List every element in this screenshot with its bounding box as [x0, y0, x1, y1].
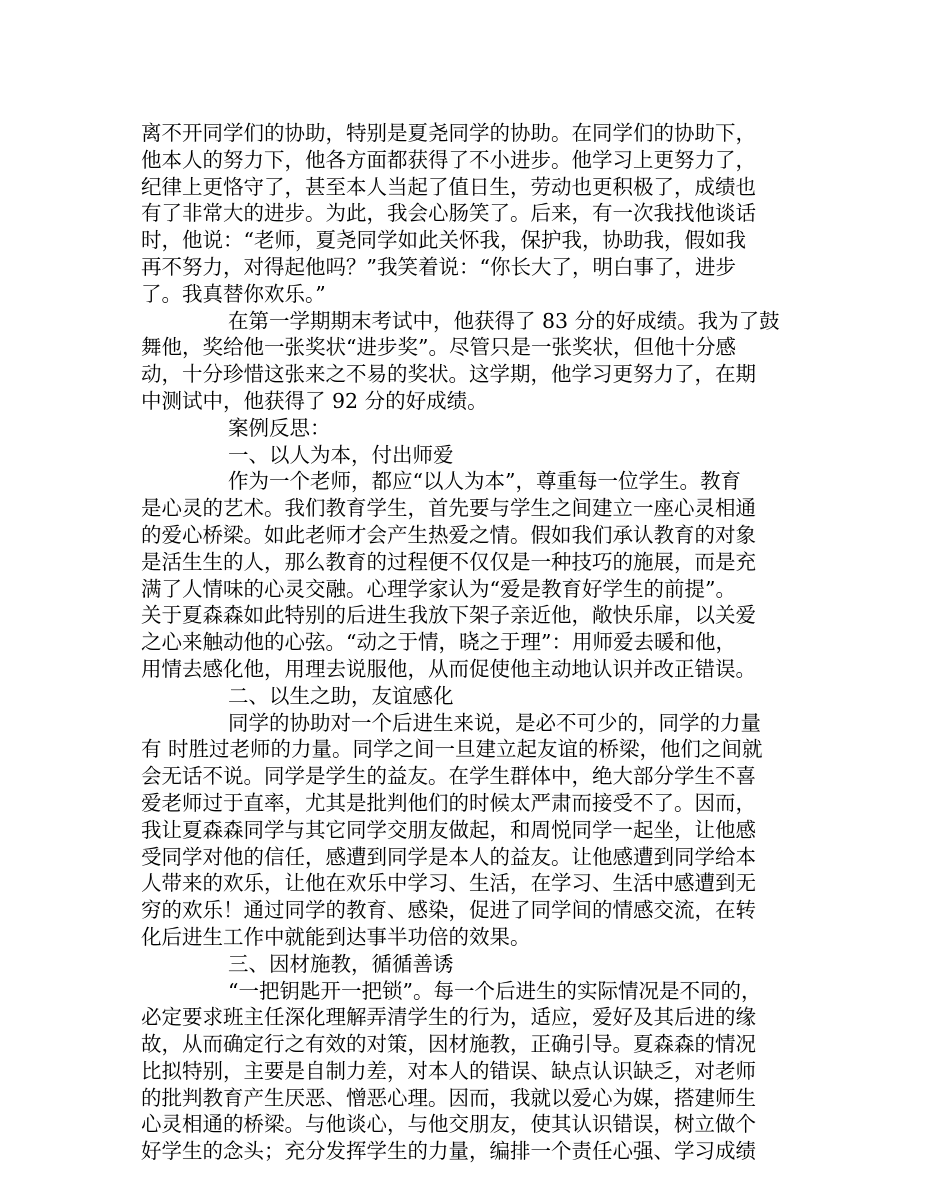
- text-line: 是心灵的艺术。我们教育学生，首先要与学生之间建立一座心灵相通: [141, 496, 756, 521]
- text-line: 用情去感化他，用理去说服他，从而促使他主动地认识并改正错误。: [141, 656, 756, 681]
- text-line: 受同学对他的信任，感遭到同学是本人的益友。让他感遭到同学给本: [141, 844, 756, 869]
- text-line: 满了人情味的心灵交融。心理学家认为“爱是教育好学生的前提”。: [141, 576, 736, 601]
- text-line: 化后进生工作中就能到达事半功倍的效果。: [141, 924, 531, 949]
- text-line: 中测试中，他获得了 92 分的好成绩。: [141, 388, 488, 413]
- paragraph-start-line: 同学的协助对一个后进生来说，是必不可少的，同学的力量: [228, 710, 761, 735]
- text-line: 会无话不说。同学是学生的益友。在学生群体中，绝大部分学生不喜: [141, 764, 756, 789]
- text-line: 舞他，奖给他一张奖状“进步奖”。尽管只是一张奖状，但他十分感: [141, 335, 736, 360]
- text-line: 再不努力，对得起他吗？”我笑着说：“你长大了，明白事了，进步: [141, 254, 736, 279]
- text-line: 了。我真替你欢乐。”: [141, 281, 326, 306]
- text-line: 爱老师过于直率，尤其是批判他们的时候太严肃而接受不了。因而，: [141, 790, 756, 815]
- text-line: 有了非常大的进步。为此，我会心肠笑了。后来，有一次我找他谈话: [141, 201, 756, 226]
- text-line: 的爱心桥梁。如此老师才会产生热爱之情。假如我们承认教育的对象: [141, 522, 756, 547]
- paragraph-start-line: “一把钥匙开一把锁”。每一个后进生的实际情况是不同的，: [228, 978, 762, 1003]
- text-line: 动，十分珍惜这张来之不易的奖状。这学期，他学习更努力了，在期: [141, 362, 756, 387]
- text-line: 有 时胜过老师的力量。同学之间一旦建立起友谊的桥梁，他们之间就: [141, 737, 763, 762]
- text-line: 故，从而确定行之有效的对策，因材施教，正确引导。夏森森的情况: [141, 1032, 756, 1057]
- paragraph-start-line: 三、因材施教，循循善诱: [228, 951, 454, 976]
- text-line: 他本人的努力下，他各方面都获得了不小进步。他学习上更努力了，: [141, 147, 756, 172]
- text-line: 好学生的念头；充分发挥学生的力量，编排一个责任心强、学习成绩: [141, 1139, 756, 1164]
- paragraph-start-line: 二、以生之助，友谊感化: [228, 683, 454, 708]
- text-line: 比拟特别，主要是自制力差，对本人的错误、缺点认识缺乏，对老师: [141, 1058, 756, 1083]
- text-line: 关于夏森森如此特别的后进生我放下架子亲近他，敞快乐扉，以关爱: [141, 603, 756, 628]
- text-line: 穷的欢乐！通过同学的教育、感染，促进了同学间的情感交流，在转: [141, 898, 756, 923]
- text-line: 是活生生的人，那么教育的过程便不仅仅是一种技巧的施展，而是充: [141, 549, 756, 574]
- text-line: 人带来的欢乐，让他在欢乐中学习、生活，在学习、生活中感遭到无: [141, 871, 756, 896]
- text-line: 我让夏森森同学与其它同学交朋友做起，和周悦同学一起坐，让他感: [141, 817, 756, 842]
- document-body: [141, 120, 831, 1165]
- text-line: 纪律上更恪守了，甚至本人当起了值日生，劳动也更积极了，成绩也: [141, 174, 756, 199]
- text-line: 离不开同学们的协助，特别是夏尧同学的协助。在同学们的协助下，: [141, 121, 756, 145]
- text-line: 必定要求班主任深化理解弄清学生的行为，适应，爱好及其后进的缘: [141, 1005, 756, 1030]
- paragraph-start-line: 在第一学期期末考试中，他获得了 83 分的好成绩。我为了鼓: [228, 308, 780, 333]
- paragraph-start-line: 作为一个老师，都应“以人为本”，尊重每一位学生。教育: [228, 469, 741, 494]
- text-line: 之心来触动他的心弦。“动之于情，晓之于理”：用师爱去暖和他，: [141, 630, 736, 655]
- text-line: 心灵相通的桥梁。与他谈心，与他交朋友，使其认识错误，树立做个: [141, 1112, 756, 1137]
- paragraph-start-line: 一、以人为本，付出师爱: [228, 442, 454, 467]
- text-line: 时，他说：“老师，夏尧同学如此关怀我，保护我，协助我，假如我: [141, 228, 746, 253]
- paragraph-start-line: 案例反思：: [228, 415, 331, 440]
- text-line: 的批判教育产生厌恶、憎恶心理。因而，我就以爱心为媒，搭建师生: [141, 1085, 756, 1110]
